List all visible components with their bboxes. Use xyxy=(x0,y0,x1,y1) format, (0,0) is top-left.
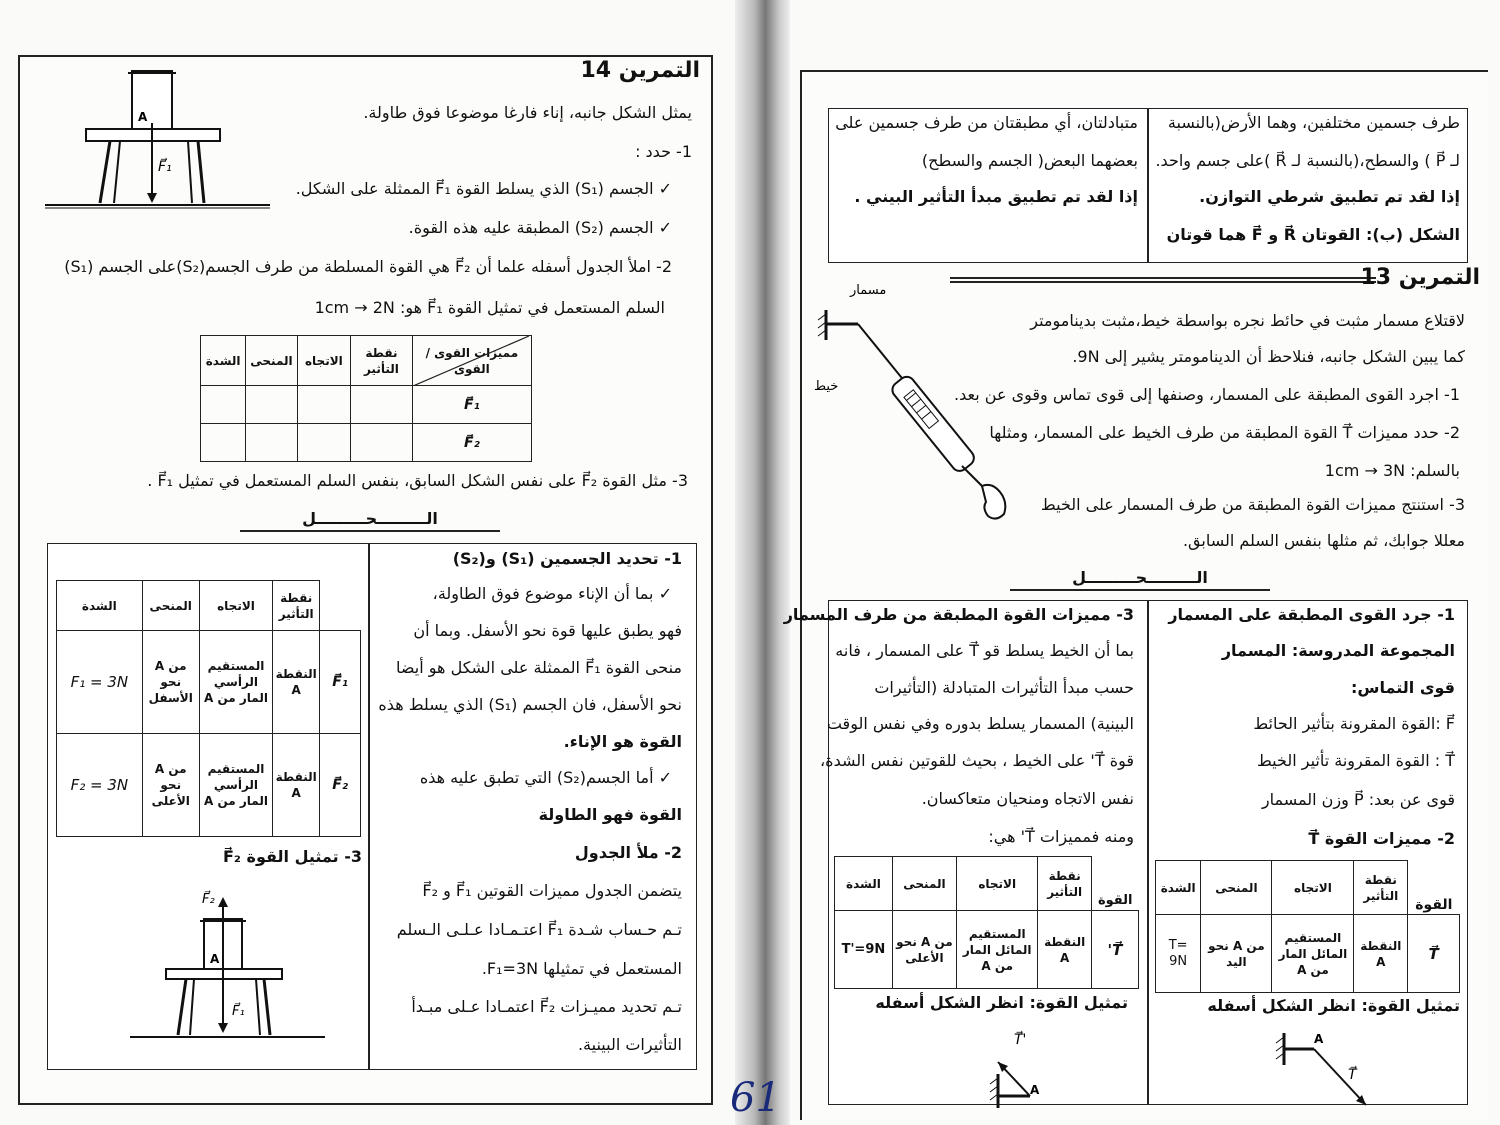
ex14-sol-line-7: ✓ أما الجسم(S₂) التي تطبق عليه هذه xyxy=(419,768,672,787)
empty-table-row-F1: F⃗₁ xyxy=(412,386,531,424)
page-number: 61 xyxy=(730,1075,781,1121)
filled-table-header-intensity: الشدة xyxy=(57,581,143,631)
ex13-statement-2: كما يبين الشكل جانبه، فنلاحظ أن الدينامومتر يشير إلى 9N. xyxy=(1072,347,1465,366)
table-T-header-point: نقطة التأثير xyxy=(1354,861,1408,915)
ex14-sol-line-2: ✓ بما أن الإناء موضوع فوق الطاولة، xyxy=(432,584,672,603)
empty-table-header-sense: المنحى xyxy=(246,336,297,386)
ex13-sol-left-5: قوة T⃗' على الخيط ، بحيث للقوتين نفس الشدة، xyxy=(820,751,1134,770)
ex14-sol-line-6: القوة هو الإناء. xyxy=(563,732,682,751)
ex13-figure-nail-dynamometer xyxy=(810,280,1030,560)
empty-table-header-point: نقطة التأثير xyxy=(351,336,413,386)
ex13-sol-left-4: البينية) المسمار يسلط بدوره وفي نفس الوقت xyxy=(826,714,1134,733)
ex14-sol-line-12: المستعمل في تمثيلها F₁=3N. xyxy=(481,959,682,978)
ex14-empty-table xyxy=(200,335,532,462)
top-col-right-4: الشكل (ب): القوتان R⃗ و F⃗ هما قوتان xyxy=(1166,225,1460,244)
top-col-right-2: لـ P⃗ ) والسطح،(بالنسبة لـ R⃗ )على جسم واحد. xyxy=(1155,151,1460,170)
table-Tp-point: النقطة A xyxy=(1038,911,1092,989)
top-col-left-1: متبادلتان، أي مطبقتان من طرف جسمين على xyxy=(835,113,1138,132)
ex13-sol-right-2: المجموعة المدروسة: المسمار xyxy=(1221,641,1455,660)
filled-table-header-direction: الاتجاه xyxy=(199,581,272,631)
empty-table-cell xyxy=(351,424,413,462)
table-Tp-header-point: نقطة التأثير xyxy=(1038,857,1092,911)
ex14-sol-line-9: 2- ملأ الجدول xyxy=(574,843,682,862)
filled-table-row-F1 xyxy=(57,631,361,734)
ex14-statement-5: 2- املأ الجدول أسفله علما أن F⃗₂ هي القوة المسلطة من طرف الجسم(S₂)على الجسم (S₁) xyxy=(64,257,672,276)
ex14-sol-line-14: التأثيرات البينية. xyxy=(577,1035,682,1054)
filled-table-intensity-F2: F₂ = 3N xyxy=(57,734,143,837)
ex14-represent-title: 3- تمثيل القوة F⃗₂ xyxy=(223,847,362,866)
filled-table-intensity-F1: F₁ = 3N xyxy=(57,631,143,734)
ex14-sol-line-4: منحى القوة F⃗₁ الممثلة على الشكل هو أيضا xyxy=(396,658,682,677)
empty-table-header-forces: مميزات القوى / القوى xyxy=(412,336,531,386)
ex14-filled-table xyxy=(56,580,361,837)
ex13-statement-7: معللا جوابك، ثم مثلها بنفس السلم السابق. xyxy=(1182,531,1465,550)
ex13-statement-5: بالسلم: 1cm → 3N xyxy=(1324,461,1460,480)
ex13-arrow-T-figure xyxy=(1270,1025,1390,1115)
table-Tp-sense: من A نحو الأعلى xyxy=(892,911,956,989)
filled-table-sense-F1: من A نحو الأسفل xyxy=(142,631,199,734)
table-Tprime-characteristics xyxy=(834,856,1139,989)
ex13-sol-right-7: 2- مميزات القوة T⃗ xyxy=(1308,829,1455,848)
ex13-sol-right-3: قوى التماس: xyxy=(1351,678,1455,697)
top-col-right-1: طرف جسمين مختلفين، وهما الأرض(بالنسبة xyxy=(1167,113,1460,132)
ex14-sol-line-10: يتضمن الجدول مميزات القوتين F⃗₁ و F⃗₂ xyxy=(422,881,682,900)
empty-table-header-direction: الاتجاه xyxy=(297,336,350,386)
ex14-title: التمرين 14 xyxy=(580,58,700,83)
filled-table-header-blank xyxy=(320,581,361,631)
ex13-sol-right-4: F⃗ :القوة المقرونة بتأثير الحائط xyxy=(1253,714,1455,733)
top-col-left-2: بعضهما البعض( الجسم والسطح) xyxy=(921,151,1138,170)
empty-table-cell xyxy=(246,386,297,424)
ex14-sol-line-8: القوة فهو الطاولة xyxy=(538,805,682,824)
ex14-solution-heading: الـــــــــحـــــــــل xyxy=(240,508,500,532)
filled-table-header-point: نقطة التأثير xyxy=(273,581,320,631)
table-Tp-direction: المستقيم المائل المار من A xyxy=(957,911,1038,989)
table-T-header-intensity: الشدة xyxy=(1156,861,1201,915)
table-Tp-header-direction: الاتجاه xyxy=(957,857,1038,911)
ex14-statement-3: ✓ الجسم (S₁) الذي يسلط القوة F⃗₁ الممثلة على الشكل. xyxy=(295,179,672,198)
ex13-statement-6: 3- استنتج مميزات القوة المطبقة من طرف المسمار على الخيط xyxy=(1040,495,1465,514)
arrow-T-label-A: A xyxy=(1314,1032,1324,1046)
sol-fig-label-F1: F⃗₁ xyxy=(232,1004,245,1019)
ex14-sol-line-1: 1- تحديد الجسمين (S₁) و(S₂) xyxy=(452,549,682,568)
sol-fig-label-F2: F⃗₂ xyxy=(202,892,215,907)
arrow-Tp-label: T⃗' xyxy=(1014,1032,1027,1048)
filled-table-direction-F1: المستقيم الرأسي المار من A xyxy=(199,631,272,734)
table-T-header-sense: المنحى xyxy=(1201,861,1272,915)
ex13-sol-left-1: 3- مميزات القوة المطبقة من طرف المسمار xyxy=(783,605,1134,624)
table-Tp-header-force: القوة xyxy=(1091,857,1138,911)
ex13-sol-right-1: 1- جرد القوى المطبقة على المسمار xyxy=(1168,605,1455,624)
table-T-intensity: T= 9N xyxy=(1156,915,1201,993)
fig14-label-A: A xyxy=(138,110,148,124)
ex14-sol-line-3: فهو يطبق عليها قوة نحو الأسفل. وبما أن xyxy=(413,621,682,640)
empty-table-cell xyxy=(201,424,246,462)
empty-table-cell xyxy=(201,386,246,424)
filled-table-header-sense: المنحى xyxy=(142,581,199,631)
ex13-represent-right: تمثيل القوة: انظر الشكل أسفله xyxy=(1207,996,1460,1015)
ex13-solution-heading: الـــــــــحـــــــــل xyxy=(1010,567,1270,591)
ex13-statement-3: 1- اجرد القوى المطبقة على المسمار، وصنفها إلى قوى تماس وقوى عن بعد. xyxy=(954,385,1460,404)
fig14-label-F1: F⃗₁ xyxy=(158,159,172,175)
filled-table-force-F2: F⃗₂ xyxy=(320,734,361,837)
ex14-figure-vase-table xyxy=(40,65,280,215)
ex13-sol-right-5: T⃗ : القوة المقرونة تأثير الخيط xyxy=(1256,751,1455,770)
table-T-point: النقطة A xyxy=(1354,915,1408,993)
table-T-header-direction: الاتجاه xyxy=(1272,861,1354,915)
table-Tp-intensity: T'=9N xyxy=(835,911,893,989)
table-Tp-force: T⃗' xyxy=(1091,911,1138,989)
filled-table-direction-F2: المستقيم الرأسي المار من A xyxy=(199,734,272,837)
ex14-sol-line-13: تـم تحديد مميـزات F⃗₂ اعتمـادا عـلى مبـدأ xyxy=(411,997,682,1016)
ex14-solution-figure xyxy=(130,885,330,1045)
top-col-right-3: إذا لقد تم تطبيق شرطي التوازن. xyxy=(1199,187,1460,206)
ex13-arrow-Tprime-figure xyxy=(980,1022,1100,1112)
empty-table-cell xyxy=(351,386,413,424)
arrow-Tp-label-A: A xyxy=(1030,1083,1040,1097)
sol-fig-label-A: A xyxy=(210,952,220,966)
table-T-force: T⃗ xyxy=(1408,915,1460,993)
ex13-statement-4: 2- حدد مميزات T⃗ القوة المطبقة من طرف الخيط على المسمار، ومثلها xyxy=(989,423,1460,442)
empty-table-cell xyxy=(297,424,350,462)
ex13-represent-left: تمثيل القوة: انظر الشكل أسفله xyxy=(875,993,1128,1012)
top-col-left-3: إذا لقد تم تطبيق مبدأ التأثير البيني . xyxy=(854,187,1138,206)
ex13-statement-1: لاقتلاع مسمار مثبت في حائط نجره بواسطة خيط،مثبت بدينامومتر xyxy=(1030,311,1465,330)
empty-table-header-intensity: الشدة xyxy=(201,336,246,386)
ex13-title: التمرين 13 xyxy=(1360,265,1480,290)
filled-table-sense-F2: من A نحو الأعلى xyxy=(142,734,199,837)
ex14-solution-divider xyxy=(368,543,370,1070)
arrow-T-label: T⃗ xyxy=(1348,1067,1357,1083)
table-T-direction: المستقيم المائل المار من A xyxy=(1272,915,1354,993)
table-Tp-header-intensity: الشدة xyxy=(835,857,893,911)
empty-table-cell xyxy=(297,386,350,424)
filled-table-row-F2 xyxy=(57,734,361,837)
ex14-statement-6: السلم المستعمل في تمثيل القوة F⃗₁ هو: 1cm → 2N xyxy=(314,298,665,317)
ex14-sol-line-5: نحو الأسفل، فان الجسم (S₁) الذي يسلط هذه xyxy=(378,695,682,714)
ex14-sol-line-11: تـم حـساب شـدة F⃗₁ اعتـمـادا عـلـى الـسلم xyxy=(396,920,682,939)
table-T-sense: من A نحو اليد xyxy=(1201,915,1272,993)
ex14-statement-1: يمثل الشكل جانبه، إناء فارغا موضوعا فوق طاولة. xyxy=(363,103,692,122)
fig13-label-thread: خيط xyxy=(814,379,839,394)
filled-table-point-F2: النقطة A xyxy=(273,734,320,837)
fig13-label-nail: مسمار xyxy=(850,283,887,298)
table-T-characteristics xyxy=(1155,860,1460,993)
table-T-header-force: القوة xyxy=(1408,861,1460,915)
table-Tp-header-sense: المنحى xyxy=(892,857,956,911)
ex14-statement-4: ✓ الجسم (S₂) المطبقة عليه هذه القوة. xyxy=(408,218,672,237)
filled-table-point-F1: النقطة A xyxy=(273,631,320,734)
ex13-solution-divider xyxy=(1147,600,1149,1105)
book-spine xyxy=(735,0,790,1125)
filled-table-force-F1: F⃗₁ xyxy=(320,631,361,734)
right-top-box-divider xyxy=(1147,108,1149,263)
empty-table-row-F2: F⃗₂ xyxy=(412,424,531,462)
ex14-question-3: 3- مثل القوة F⃗₂ على نفس الشكل السابق، بنفس السلم المستعمل في تمثيل F⃗₁ . xyxy=(147,471,688,490)
ex13-sol-left-6: نفس الاتجاه ومنحيان متعاكسان. xyxy=(921,789,1134,808)
ex13-sol-left-2: بما أن الخيط يسلط قو T⃗ على المسمار ، فانه xyxy=(835,641,1134,660)
ex13-sol-left-7: ومنه فمميزات T⃗' هي: xyxy=(988,827,1134,846)
ex13-sol-left-3: حسب مبدأ التأثيرات المتبادلة (التأثيرات xyxy=(874,678,1134,697)
ex14-statement-2: 1- حدد : xyxy=(635,142,692,161)
ex13-sol-right-6: قوى عن بعد: P⃗ وزن المسمار xyxy=(1261,790,1455,809)
empty-table-cell xyxy=(246,424,297,462)
